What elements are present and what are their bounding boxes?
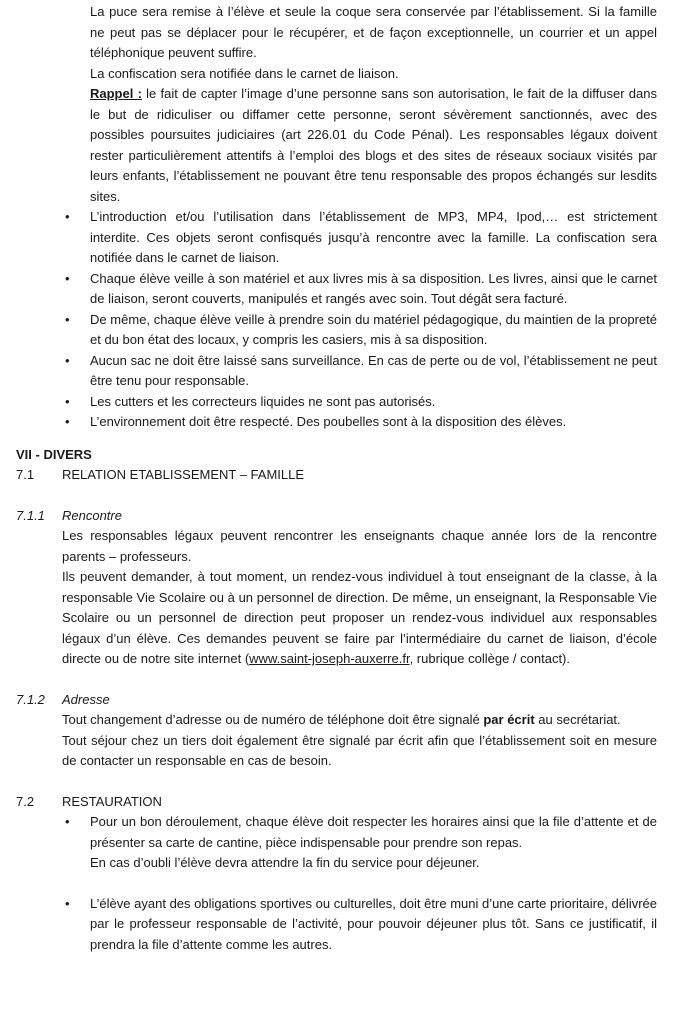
- subsection-heading-7-1-2: [16, 690, 657, 711]
- bullet-icon: •: [65, 352, 70, 368]
- bullet-icon: •: [65, 895, 70, 911]
- bold-par-ecrit: par écrit: [483, 712, 535, 727]
- rappel-label: Rappel :: [90, 86, 142, 101]
- top-block: [90, 2, 657, 207]
- list-item: • Aucun sac ne doit être laissé sans surveillance. En cas de perte ou de vol, l’établissement ne peut être tenu pour responsable.: [65, 352, 657, 388]
- subsection-number: 7.1.2: [16, 691, 45, 707]
- list-item: • L’élève ayant des obligations sportives ou culturelles, doit être muni d’une carte prioritaire, délivrée par le professeur responsable de l’activité, pour pouvoir déjeuner plus tôt. Sans ce justificatif, il prendra la file d’attente comme les autres.: [65, 895, 657, 952]
- list-item: • Chaque élève veille à son matériel et aux livres mis à sa disposition. Les livres, ainsi que le carnet de liaison, seront couverts, manipulés et rangés avec soin. Tout dégât sera facturé.: [65, 270, 657, 306]
- paragraph-rendez-vous: Ils peuvent demander, à tout moment, un rendez-vous individuel à tout enseignant de la classe, à la responsable Vie Scolaire ou à un personnel de direction. De même, un enseignant, la Responsable Vie Scolaire ou un personnel de direction peut proposer un rendez-vous individuel aux responsables légaux d’un élève. Ces demandes peuvent se faire par l’intermédiaire du carnet de liaison, d’école directe ou de notre site internet (www.saint-joseph-auxerre.fr, rubrique collège / contact).: [62, 569, 657, 666]
- paragraph-confiscation: La confiscation sera notifiée dans le carnet de liaison.: [90, 65, 399, 81]
- subsection-heading-7-1-1: [16, 506, 657, 527]
- list-item: • Pour un bon déroulement, chaque élève doit respecter les horaires ainsi que la file d’attente et de présenter sa carte de cantine, pièce indispensable pour prendre son repas. En cas d’oubli l’élève devra attendre la fin du service pour déjeuner.: [65, 814, 657, 870]
- paragraph-rencontre: Les responsables légaux peuvent rencontrer les enseignants chaque année lors de la rencontre parents – professeurs.: [62, 528, 657, 564]
- list-item: • L’environnement doit être respecté. Des poubelles sont à la disposition des élèves.: [16, 412, 657, 433]
- subsection-body-adresse: [62, 710, 657, 772]
- subsection-title: Adresse: [62, 691, 110, 707]
- paragraph-adresse: Tout changement d’adresse ou de numéro de téléphone doit être signalé par écrit au secrétariat.: [62, 712, 621, 727]
- subsection-number: 7.1.1: [16, 507, 45, 523]
- list-item: • L’introduction et/ou l’utilisation dans l’établissement de MP3, MP4, Ipod,… est strictement interdite. Ces objets seront confisqués jusqu’à rencontre avec la famille. La confiscation sera notifiée dans le carnet de liaison.: [65, 209, 657, 265]
- bullet-icon: •: [65, 393, 70, 409]
- subsection-title: Rencontre: [62, 507, 122, 523]
- restauration-list: [16, 812, 657, 874]
- bullet-icon: •: [65, 814, 70, 829]
- subsection-body-rencontre: [62, 526, 657, 670]
- restauration-list-2: [16, 894, 657, 956]
- website-link[interactable]: www.saint-joseph-auxerre.fr: [249, 651, 410, 666]
- rules-list: [16, 207, 657, 433]
- section-title: RELATION ETABLISSEMENT – FAMILLE: [62, 467, 305, 482]
- list-item: • De même, chaque élève veille à prendre soin du matériel pédagogique, du maintien de la propreté et du bon état des locaux, y compris les casiers, mis à sa disposition.: [65, 311, 657, 347]
- bullet-icon: •: [65, 414, 70, 429]
- bullet-icon: •: [65, 209, 70, 224]
- bullet-icon: •: [65, 311, 70, 327]
- paragraph-sejour: Tout séjour chez un tiers doit également être signalé par écrit afin que l’établissement soit en mesure de contacter un responsable en cas de besoin.: [62, 732, 657, 768]
- bullet-icon: •: [65, 270, 70, 286]
- section-title-divers: VII - DIVERS: [16, 446, 92, 462]
- section-title: RESTAURATION: [62, 793, 162, 809]
- section-number: 7.2: [16, 793, 35, 809]
- rappel-text: le fait de capter l’image d’une personne sans son autorisation, le fait de la diffuser dans le but de ridiculiser ou diffamer cette personne, seront sévèrement sanctionnés, avec des possibles poursuites judiciaires (art 226.01 du Code Pénal). Les responsables légaux doivent rester particulièrement attentifs à l’emploi des blogs et des sites de réseaux sociaux visités par leurs enfants, l’établissement ne pouvant être tenu responsable des propos échangés sur lesdits sites.: [90, 86, 657, 204]
- section-heading-7-1: [16, 465, 657, 486]
- list-item: • Les cutters et les correcteurs liquides ne sont pas autorisés.: [16, 392, 657, 413]
- paragraph-puce: La puce sera remise à l’élève et seule la coque sera conservée par l’établissement. Si la famille ne peut pas se déplacer pour le récupérer, et de façon exceptionnelle, un courrier et un appel téléphonique peuvent suffire.: [90, 4, 657, 60]
- section-heading-7-2: [16, 792, 657, 813]
- paragraph-rappel: [90, 84, 657, 207]
- section-number: 7.1: [16, 467, 35, 482]
